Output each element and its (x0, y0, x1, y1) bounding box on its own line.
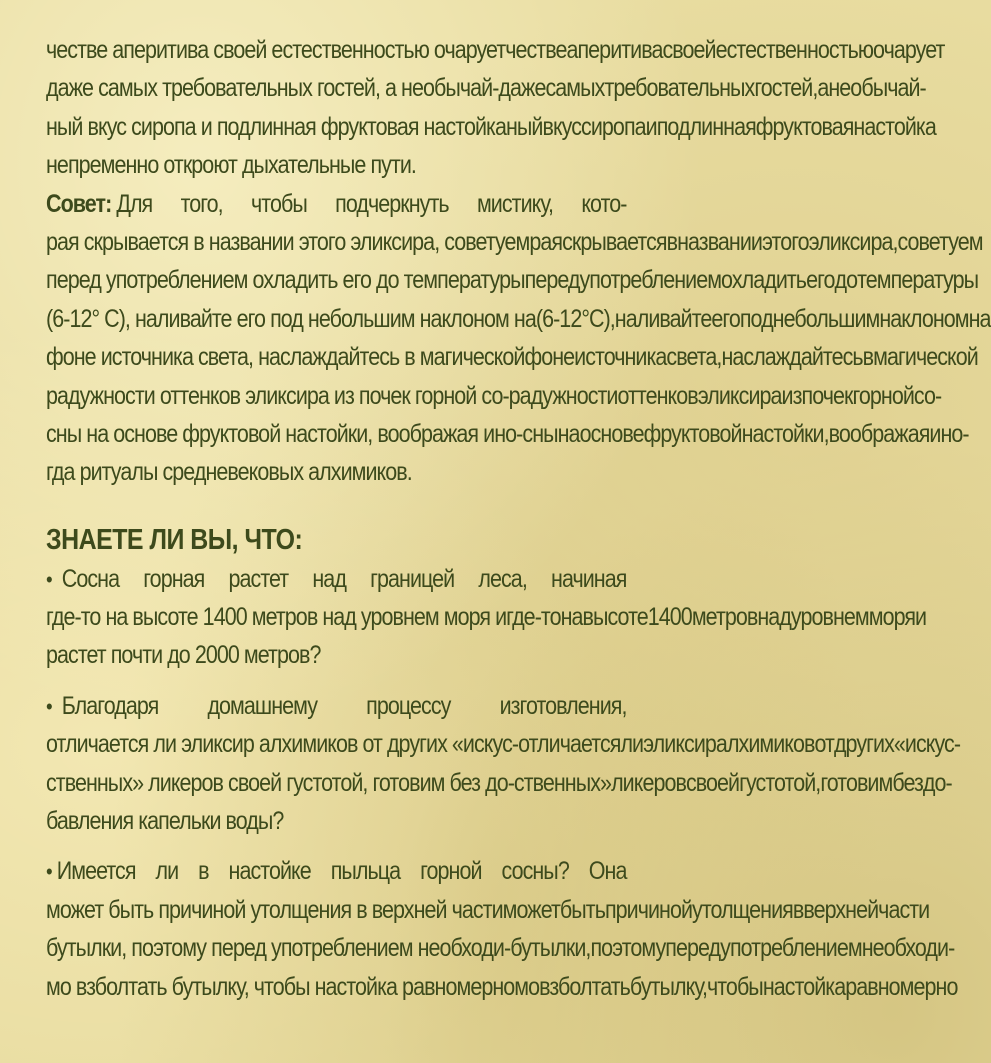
text-line: бутылки, поэтому перед употреблением необходи-бутылки, поэтому перед употреблением необходи- (46, 934, 955, 963)
text-word: Сосна (61, 564, 120, 593)
tip-text: Для (116, 189, 153, 218)
text-line: • Благодаря домашнему процессу изготовления, (46, 687, 627, 725)
tip-label: Совет: (46, 189, 112, 218)
text-line: гда ритуалы средневековых алхимиков. (46, 458, 412, 487)
text-line: фоне источника света, наслаждайтесь в магическойфоне источника света, наслаждайтесь в магической (46, 343, 978, 372)
bullet-icon: • (46, 693, 52, 719)
bullet-icon: • (46, 566, 52, 592)
text-line: даже самых требовательных гостей, а необычай-даже самых требовательных гостей, а необычай- (46, 74, 926, 103)
text-line: • Имеется ли в настойке пыльца горной сосны? Она (46, 852, 627, 890)
text-line: мо взболтать бутылку, чтобы настойка равномерномо взболтать бутылку, чтобы настойка равномерно (46, 972, 958, 1001)
text-line: где-то на высоте 1400 метров над уровнем моря игде-то на высоте 1400 метров над уровнем моря и (46, 603, 927, 632)
text-line: ственных» ликеров своей густотой, готовим без до-ственных» ликеров своей густотой, готовим без до- (46, 768, 952, 797)
facts-heading: ЗНАЕТЕ ЛИ ВЫ, ЧТО: (46, 523, 303, 556)
tip-paragraph (46, 185, 991, 492)
text-line: может быть причиной утолщения в верхней частиможет быть причиной утолщения в верхней части (46, 895, 930, 924)
text-word: Имеется (56, 857, 136, 886)
text-line: непременно откроют дыхательные пути. (46, 151, 416, 180)
text-line: • Сосна горная растет над границей леса, начиная (46, 560, 627, 598)
page-text (46, 31, 991, 1006)
text-line: радужности оттенков эликсира из почек горной со-радужности оттенков эликсира из почек горной со- (46, 381, 942, 410)
text-line: бавления капельки воды? (46, 807, 284, 836)
text-line: рая скрывается в названии этого эликсира, советуемрая скрывается в названии этого эликсира, советуем (46, 227, 983, 256)
list-item (46, 687, 961, 841)
text-line: Совет: Для того, чтобы подчеркнуть мистику, кото- (46, 185, 627, 223)
text-line: отличается ли эликсир алхимиков от других «искус-отличается ли эликсир алхимиков от других «искус- (46, 730, 961, 759)
list-item (46, 560, 927, 675)
text-line: честве аперитива своей естественностью очаруетчестве аперитива своей естественностью очарует (46, 36, 945, 64)
text-line: растет почти до 2000 метров? (46, 641, 321, 670)
text-word: Благодаря (61, 691, 159, 720)
list-item (46, 852, 958, 1006)
text-line: ный вкус сиропа и подлинная фруктовая настойканый вкус сиропа и подлинная фруктовая настойка (46, 112, 936, 141)
intro-paragraph (46, 31, 945, 185)
facts-list (46, 560, 961, 1006)
text-line: (6-12° C), наливайте его под небольшим наклоном на(6-12° C), наливайте его под небольшим наклоном на (46, 304, 991, 333)
text-line: сны на основе фруктовой настойки, воображая ино-сны на основе фруктовой настойки, воображая ино- (46, 419, 969, 448)
text-line: перед употреблением охладить его до температурыперед употреблением охладить его до температуры (46, 266, 979, 295)
bullet-icon: • (46, 859, 52, 885)
